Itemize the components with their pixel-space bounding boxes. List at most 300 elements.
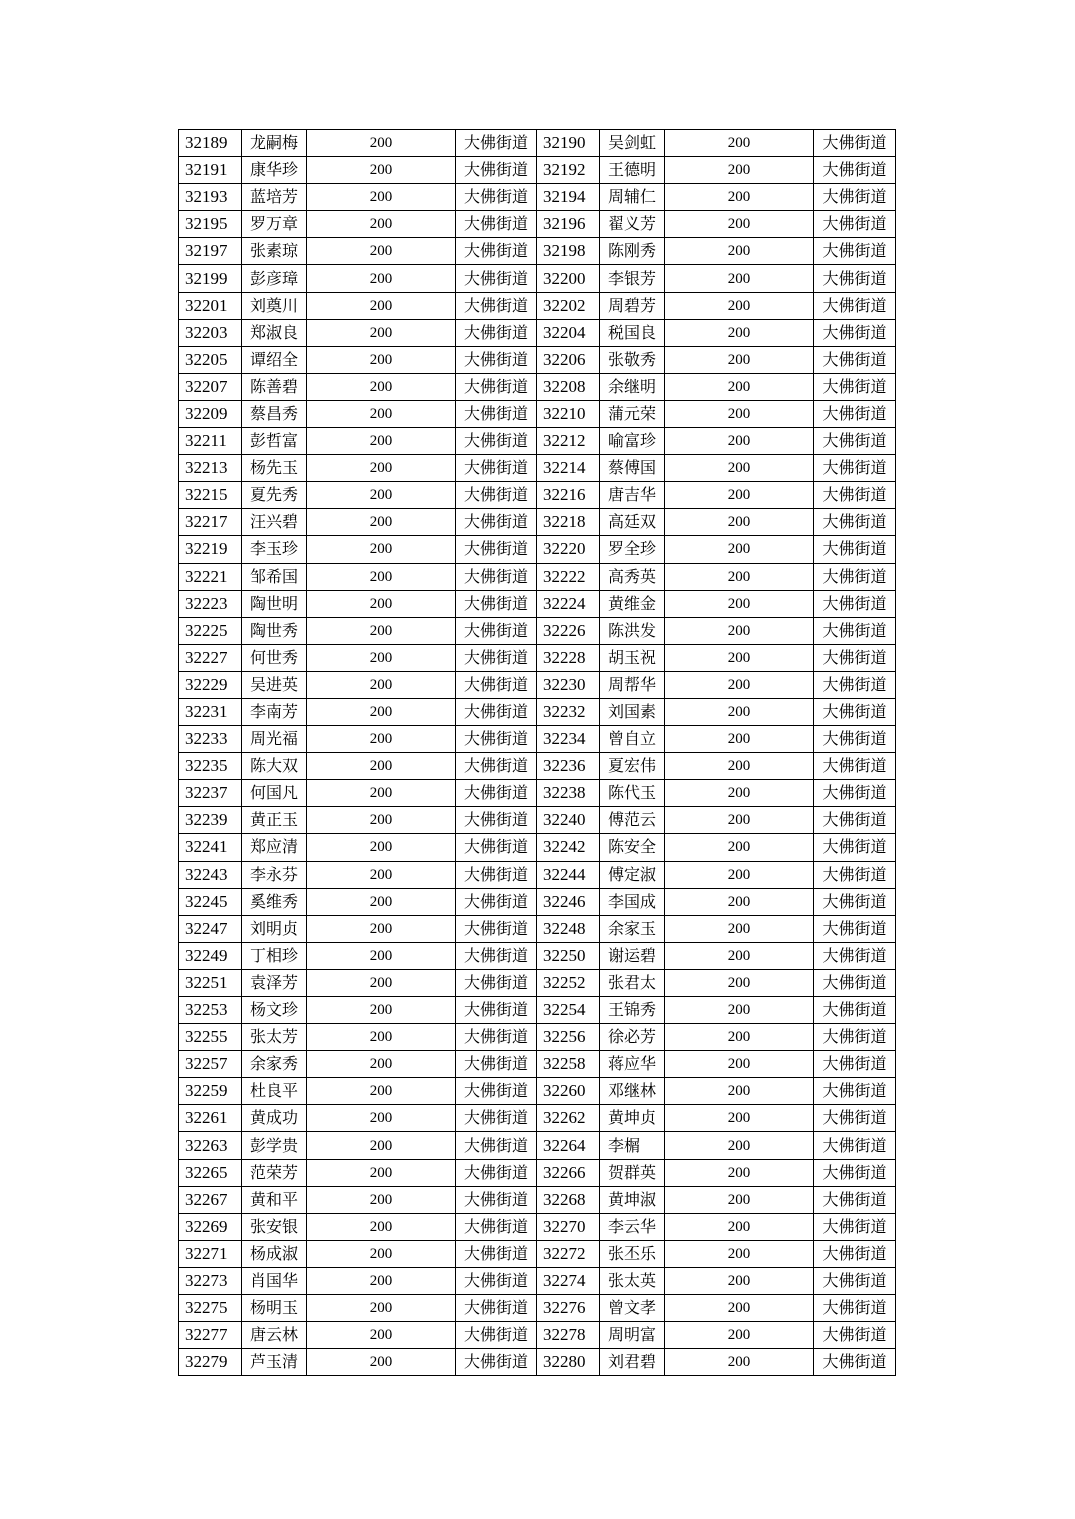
amount-cell: 200 [665, 292, 814, 319]
record-id-cell: 32198 [537, 238, 600, 265]
amount-cell: 200 [307, 319, 456, 346]
amount-cell: 200 [665, 373, 814, 400]
record-id-cell: 32197 [179, 238, 242, 265]
street-cell: 大佛街道 [456, 1051, 537, 1078]
record-id-cell: 32252 [537, 969, 600, 996]
street-cell: 大佛街道 [456, 1186, 537, 1213]
amount-cell: 200 [307, 942, 456, 969]
street-cell: 大佛街道 [814, 211, 896, 238]
person-name-cell: 黄维金 [600, 590, 665, 617]
person-name-cell: 黄坤贞 [600, 1105, 665, 1132]
table-row [179, 915, 896, 942]
person-name-cell: 李南芳 [242, 698, 307, 725]
street-cell: 大佛街道 [814, 157, 896, 184]
table-row [179, 834, 896, 861]
amount-cell: 200 [665, 1051, 814, 1078]
record-id-cell: 32215 [179, 482, 242, 509]
person-name-cell: 高廷双 [600, 509, 665, 536]
amount-cell: 200 [307, 536, 456, 563]
street-cell: 大佛街道 [814, 671, 896, 698]
street-cell: 大佛街道 [456, 428, 537, 455]
record-id-cell: 32231 [179, 698, 242, 725]
street-cell: 大佛街道 [456, 509, 537, 536]
person-name-cell: 李永芬 [242, 861, 307, 888]
record-id-cell: 32218 [537, 509, 600, 536]
street-cell: 大佛街道 [456, 997, 537, 1024]
table-row [179, 1322, 896, 1349]
person-name-cell: 郑应清 [242, 834, 307, 861]
record-id-cell: 32279 [179, 1349, 242, 1376]
street-cell: 大佛街道 [456, 292, 537, 319]
street-cell: 大佛街道 [814, 509, 896, 536]
street-cell: 大佛街道 [456, 184, 537, 211]
person-name-cell: 陈洪发 [600, 617, 665, 644]
record-id-cell: 32251 [179, 969, 242, 996]
record-id-cell: 32222 [537, 563, 600, 590]
amount-cell: 200 [307, 238, 456, 265]
record-id-cell: 32189 [179, 130, 242, 157]
record-id-cell: 32237 [179, 780, 242, 807]
person-name-cell: 陈代玉 [600, 780, 665, 807]
person-name-cell: 王德明 [600, 157, 665, 184]
table-row [179, 888, 896, 915]
person-name-cell: 曾自立 [600, 726, 665, 753]
record-id-cell: 32267 [179, 1186, 242, 1213]
table-row [179, 184, 896, 211]
record-id-cell: 32258 [537, 1051, 600, 1078]
amount-cell: 200 [665, 455, 814, 482]
table-row [179, 1240, 896, 1267]
amount-cell: 200 [665, 753, 814, 780]
person-name-cell: 陶世明 [242, 590, 307, 617]
table-row [179, 753, 896, 780]
street-cell: 大佛街道 [456, 563, 537, 590]
record-id-cell: 32199 [179, 265, 242, 292]
amount-cell: 200 [307, 726, 456, 753]
table-row [179, 1105, 896, 1132]
person-name-cell: 王锦秀 [600, 997, 665, 1024]
person-name-cell: 唐云林 [242, 1322, 307, 1349]
street-cell: 大佛街道 [456, 373, 537, 400]
person-name-cell: 夏先秀 [242, 482, 307, 509]
amount-cell: 200 [665, 428, 814, 455]
amount-cell: 200 [307, 428, 456, 455]
table-row [179, 373, 896, 400]
record-id-cell: 32242 [537, 834, 600, 861]
person-name-cell: 徐必芳 [600, 1024, 665, 1051]
amount-cell: 200 [665, 1078, 814, 1105]
amount-cell: 200 [665, 942, 814, 969]
record-id-cell: 32253 [179, 997, 242, 1024]
record-id-cell: 32262 [537, 1105, 600, 1132]
record-id-cell: 32255 [179, 1024, 242, 1051]
person-name-cell: 杜良平 [242, 1078, 307, 1105]
record-id-cell: 32254 [537, 997, 600, 1024]
record-id-cell: 32195 [179, 211, 242, 238]
street-cell: 大佛街道 [814, 834, 896, 861]
street-cell: 大佛街道 [456, 671, 537, 698]
record-id-cell: 32239 [179, 807, 242, 834]
table-row [179, 1159, 896, 1186]
person-name-cell: 奚维秀 [242, 888, 307, 915]
amount-cell: 200 [665, 915, 814, 942]
record-id-cell: 32191 [179, 157, 242, 184]
record-id-cell: 32214 [537, 455, 600, 482]
street-cell: 大佛街道 [814, 1295, 896, 1322]
street-cell: 大佛街道 [814, 698, 896, 725]
street-cell: 大佛街道 [456, 1213, 537, 1240]
amount-cell: 200 [665, 1322, 814, 1349]
street-cell: 大佛街道 [814, 292, 896, 319]
person-name-cell: 康华珍 [242, 157, 307, 184]
record-id-cell: 32240 [537, 807, 600, 834]
street-cell: 大佛街道 [456, 726, 537, 753]
amount-cell: 200 [307, 1051, 456, 1078]
table-row [179, 292, 896, 319]
amount-cell: 200 [665, 780, 814, 807]
amount-cell: 200 [665, 807, 814, 834]
street-cell: 大佛街道 [814, 1024, 896, 1051]
record-id-cell: 32235 [179, 753, 242, 780]
table-row [179, 1267, 896, 1294]
table-row [179, 509, 896, 536]
street-cell: 大佛街道 [456, 753, 537, 780]
person-name-cell: 袁泽芳 [242, 969, 307, 996]
street-cell: 大佛街道 [814, 1105, 896, 1132]
record-id-cell: 32201 [179, 292, 242, 319]
amount-cell: 200 [307, 211, 456, 238]
table-body [179, 130, 896, 1376]
record-id-cell: 32217 [179, 509, 242, 536]
person-name-cell: 何世秀 [242, 644, 307, 671]
record-id-cell: 32241 [179, 834, 242, 861]
street-cell: 大佛街道 [814, 1186, 896, 1213]
amount-cell: 200 [307, 157, 456, 184]
amount-cell: 200 [665, 644, 814, 671]
record-id-cell: 32205 [179, 346, 242, 373]
record-id-cell: 32268 [537, 1186, 600, 1213]
person-name-cell: 周碧芳 [600, 292, 665, 319]
record-id-cell: 32200 [537, 265, 600, 292]
table-row [179, 617, 896, 644]
table-row [179, 400, 896, 427]
street-cell: 大佛街道 [456, 807, 537, 834]
amount-cell: 200 [665, 346, 814, 373]
amount-cell: 200 [307, 1322, 456, 1349]
record-id-cell: 32229 [179, 671, 242, 698]
person-name-cell: 何国凡 [242, 780, 307, 807]
person-name-cell: 邹希国 [242, 563, 307, 590]
record-id-cell: 32277 [179, 1322, 242, 1349]
table-row [179, 211, 896, 238]
amount-cell: 200 [665, 861, 814, 888]
amount-cell: 200 [307, 590, 456, 617]
person-name-cell: 蒋应华 [600, 1051, 665, 1078]
street-cell: 大佛街道 [456, 211, 537, 238]
amount-cell: 200 [665, 969, 814, 996]
record-id-cell: 32230 [537, 671, 600, 698]
person-name-cell: 陈安全 [600, 834, 665, 861]
amount-cell: 200 [307, 1240, 456, 1267]
person-name-cell: 郑淑良 [242, 319, 307, 346]
street-cell: 大佛街道 [814, 238, 896, 265]
record-id-cell: 32225 [179, 617, 242, 644]
street-cell: 大佛街道 [814, 888, 896, 915]
person-name-cell: 谭绍全 [242, 346, 307, 373]
record-id-cell: 32238 [537, 780, 600, 807]
person-name-cell: 刘君碧 [600, 1349, 665, 1376]
street-cell: 大佛街道 [814, 942, 896, 969]
record-id-cell: 32203 [179, 319, 242, 346]
amount-cell: 200 [307, 807, 456, 834]
table-row [179, 482, 896, 509]
amount-cell: 200 [307, 888, 456, 915]
street-cell: 大佛街道 [456, 969, 537, 996]
table-row [179, 698, 896, 725]
record-id-cell: 32266 [537, 1159, 600, 1186]
person-name-cell: 余家玉 [600, 915, 665, 942]
person-name-cell: 李榍 [600, 1132, 665, 1159]
record-id-cell: 32271 [179, 1240, 242, 1267]
person-name-cell: 杨明玉 [242, 1295, 307, 1322]
amount-cell: 200 [665, 1349, 814, 1376]
person-name-cell: 刘国素 [600, 698, 665, 725]
amount-cell: 200 [307, 753, 456, 780]
person-name-cell: 周辅仁 [600, 184, 665, 211]
person-name-cell: 贺群英 [600, 1159, 665, 1186]
person-name-cell: 邓继林 [600, 1078, 665, 1105]
record-id-cell: 32265 [179, 1159, 242, 1186]
table-row [179, 157, 896, 184]
person-name-cell: 黄坤淑 [600, 1186, 665, 1213]
person-name-cell: 周光福 [242, 726, 307, 753]
record-id-cell: 32273 [179, 1267, 242, 1294]
person-name-cell: 汪兴碧 [242, 509, 307, 536]
street-cell: 大佛街道 [456, 698, 537, 725]
amount-cell: 200 [307, 1295, 456, 1322]
street-cell: 大佛街道 [814, 346, 896, 373]
record-id-cell: 32210 [537, 400, 600, 427]
street-cell: 大佛街道 [814, 130, 896, 157]
amount-cell: 200 [307, 292, 456, 319]
amount-cell: 200 [307, 346, 456, 373]
table-row [179, 563, 896, 590]
record-id-cell: 32264 [537, 1132, 600, 1159]
street-cell: 大佛街道 [814, 1132, 896, 1159]
record-id-cell: 32243 [179, 861, 242, 888]
person-name-cell: 李银芳 [600, 265, 665, 292]
amount-cell: 200 [307, 644, 456, 671]
record-id-cell: 32232 [537, 698, 600, 725]
street-cell: 大佛街道 [456, 915, 537, 942]
street-cell: 大佛街道 [814, 1159, 896, 1186]
street-cell: 大佛街道 [814, 1322, 896, 1349]
person-name-cell: 彭学贵 [242, 1132, 307, 1159]
person-name-cell: 罗全珍 [600, 536, 665, 563]
person-name-cell: 余家秀 [242, 1051, 307, 1078]
person-name-cell: 余继明 [600, 373, 665, 400]
amount-cell: 200 [665, 698, 814, 725]
record-id-cell: 32250 [537, 942, 600, 969]
table-row [179, 1024, 896, 1051]
record-id-cell: 32221 [179, 563, 242, 590]
amount-cell: 200 [307, 861, 456, 888]
person-name-cell: 芦玉清 [242, 1349, 307, 1376]
amount-cell: 200 [665, 482, 814, 509]
street-cell: 大佛街道 [456, 1240, 537, 1267]
record-id-cell: 32233 [179, 726, 242, 753]
street-cell: 大佛街道 [456, 319, 537, 346]
table-row [179, 1132, 896, 1159]
street-cell: 大佛街道 [814, 915, 896, 942]
amount-cell: 200 [665, 726, 814, 753]
street-cell: 大佛街道 [456, 455, 537, 482]
amount-cell: 200 [665, 1186, 814, 1213]
record-id-cell: 32213 [179, 455, 242, 482]
record-id-cell: 32244 [537, 861, 600, 888]
person-name-cell: 张安银 [242, 1213, 307, 1240]
street-cell: 大佛街道 [456, 834, 537, 861]
amount-cell: 200 [665, 997, 814, 1024]
table-row [179, 671, 896, 698]
record-id-cell: 32270 [537, 1213, 600, 1240]
person-name-cell: 彭哲富 [242, 428, 307, 455]
street-cell: 大佛街道 [456, 888, 537, 915]
record-id-cell: 32226 [537, 617, 600, 644]
street-cell: 大佛街道 [456, 130, 537, 157]
record-id-cell: 32263 [179, 1132, 242, 1159]
record-id-cell: 32261 [179, 1105, 242, 1132]
amount-cell: 200 [665, 509, 814, 536]
street-cell: 大佛街道 [456, 238, 537, 265]
street-cell: 大佛街道 [456, 942, 537, 969]
street-cell: 大佛街道 [814, 1267, 896, 1294]
table-row [179, 969, 896, 996]
record-id-cell: 32208 [537, 373, 600, 400]
amount-cell: 200 [307, 915, 456, 942]
street-cell: 大佛街道 [456, 400, 537, 427]
record-id-cell: 32260 [537, 1078, 600, 1105]
record-id-cell: 32219 [179, 536, 242, 563]
street-cell: 大佛街道 [456, 1132, 537, 1159]
amount-cell: 200 [307, 184, 456, 211]
amount-cell: 200 [307, 563, 456, 590]
table-row [179, 1051, 896, 1078]
table-row [179, 1213, 896, 1240]
record-id-cell: 32209 [179, 400, 242, 427]
table-row [179, 536, 896, 563]
record-id-cell: 32234 [537, 726, 600, 753]
street-cell: 大佛街道 [814, 373, 896, 400]
table-row [179, 942, 896, 969]
table-row [179, 861, 896, 888]
street-cell: 大佛街道 [456, 1295, 537, 1322]
record-id-cell: 32246 [537, 888, 600, 915]
person-name-cell: 蔡傅国 [600, 455, 665, 482]
amount-cell: 200 [665, 184, 814, 211]
street-cell: 大佛街道 [814, 319, 896, 346]
person-name-cell: 蔡昌秀 [242, 400, 307, 427]
amount-cell: 200 [307, 671, 456, 698]
street-cell: 大佛街道 [814, 1240, 896, 1267]
table-row [179, 726, 896, 753]
person-name-cell: 翟义芳 [600, 211, 665, 238]
amount-cell: 200 [665, 1159, 814, 1186]
record-id-cell: 32207 [179, 373, 242, 400]
street-cell: 大佛街道 [456, 536, 537, 563]
amount-cell: 200 [665, 130, 814, 157]
amount-cell: 200 [665, 1295, 814, 1322]
person-name-cell: 陈刚秀 [600, 238, 665, 265]
person-name-cell: 夏宏伟 [600, 753, 665, 780]
amount-cell: 200 [307, 1186, 456, 1213]
subsidy-table [178, 129, 896, 1376]
table-row [179, 265, 896, 292]
person-name-cell: 黄正玉 [242, 807, 307, 834]
person-name-cell: 吴进英 [242, 671, 307, 698]
amount-cell: 200 [665, 1024, 814, 1051]
amount-cell: 200 [665, 319, 814, 346]
table-row [179, 807, 896, 834]
record-id-cell: 32236 [537, 753, 600, 780]
table-row [179, 428, 896, 455]
amount-cell: 200 [665, 834, 814, 861]
amount-cell: 200 [307, 1078, 456, 1105]
amount-cell: 200 [665, 157, 814, 184]
person-name-cell: 龙嗣梅 [242, 130, 307, 157]
record-id-cell: 32259 [179, 1078, 242, 1105]
record-id-cell: 32245 [179, 888, 242, 915]
street-cell: 大佛街道 [456, 861, 537, 888]
record-id-cell: 32280 [537, 1349, 600, 1376]
person-name-cell: 蓝培芳 [242, 184, 307, 211]
street-cell: 大佛街道 [814, 482, 896, 509]
person-name-cell: 杨文珍 [242, 997, 307, 1024]
record-id-cell: 32276 [537, 1295, 600, 1322]
record-id-cell: 32257 [179, 1051, 242, 1078]
amount-cell: 200 [665, 400, 814, 427]
street-cell: 大佛街道 [814, 400, 896, 427]
table-row [179, 997, 896, 1024]
street-cell: 大佛街道 [456, 780, 537, 807]
record-id-cell: 32223 [179, 590, 242, 617]
person-name-cell: 范荣芳 [242, 1159, 307, 1186]
person-name-cell: 丁相珍 [242, 942, 307, 969]
person-name-cell: 曾文孝 [600, 1295, 665, 1322]
street-cell: 大佛街道 [814, 753, 896, 780]
street-cell: 大佛街道 [814, 997, 896, 1024]
person-name-cell: 傅范云 [600, 807, 665, 834]
person-name-cell: 罗万章 [242, 211, 307, 238]
amount-cell: 200 [307, 265, 456, 292]
record-id-cell: 32204 [537, 319, 600, 346]
street-cell: 大佛街道 [456, 157, 537, 184]
amount-cell: 200 [307, 373, 456, 400]
street-cell: 大佛街道 [814, 1078, 896, 1105]
person-name-cell: 彭彦璋 [242, 265, 307, 292]
record-id-cell: 32256 [537, 1024, 600, 1051]
person-name-cell: 陈善碧 [242, 373, 307, 400]
record-id-cell: 32206 [537, 346, 600, 373]
person-name-cell: 张素琼 [242, 238, 307, 265]
record-id-cell: 32269 [179, 1213, 242, 1240]
street-cell: 大佛街道 [456, 346, 537, 373]
record-id-cell: 32272 [537, 1240, 600, 1267]
amount-cell: 200 [665, 238, 814, 265]
table-row [179, 1295, 896, 1322]
street-cell: 大佛街道 [814, 1349, 896, 1376]
amount-cell: 200 [665, 265, 814, 292]
